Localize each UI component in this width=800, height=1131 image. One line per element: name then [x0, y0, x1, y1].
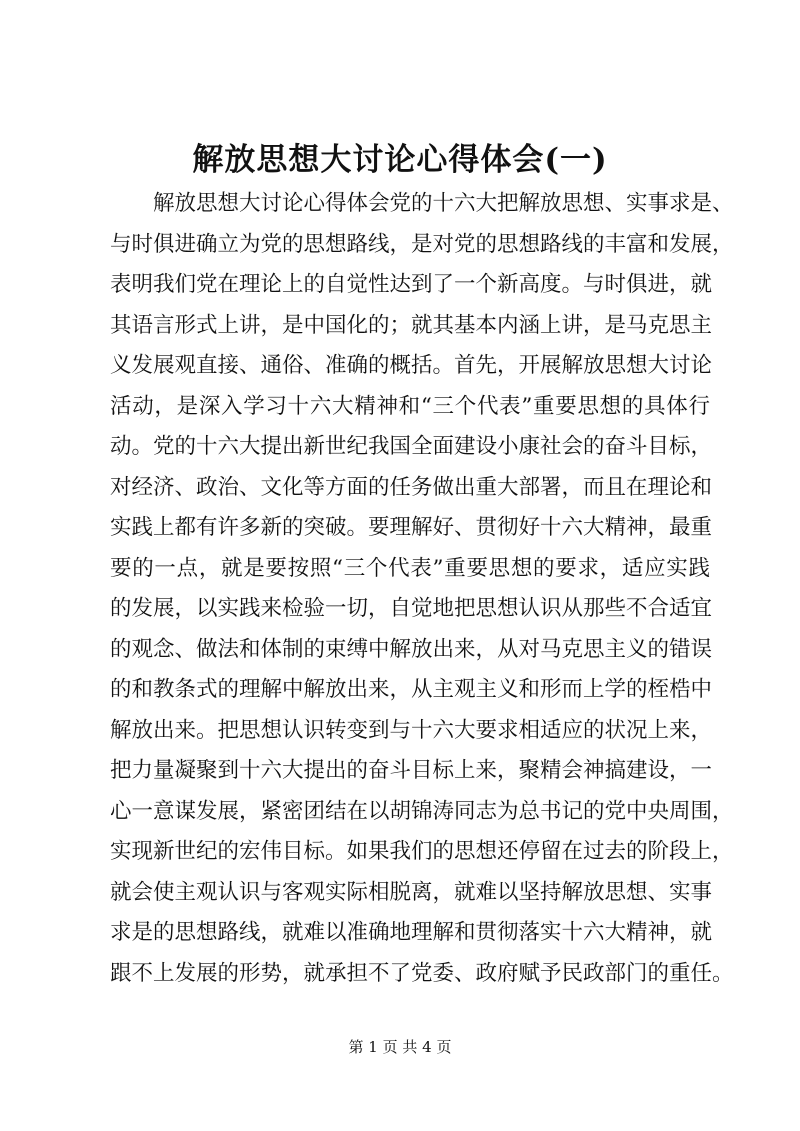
paragraph-line: 的发展，以实践来检验一切，自觉地把思想认识从那些不合适宜	[110, 596, 713, 621]
paragraph-line: 义发展观直接、通俗、准确的概括。首先，开展解放思想大讨论	[110, 353, 713, 378]
paragraph-line: 与时俱进确立为党的思想路线，是对党的思想路线的丰富和发展，	[110, 231, 734, 257]
paragraph-line: 求是的思想路线，就难以准确地理解和贯彻落实十六大精神，就	[110, 920, 713, 945]
paragraph-line: 的观念、做法和体制的束缚中解放出来，从对马克思主义的错误	[110, 636, 713, 662]
document-title: 解放思想大讨论心得体会(一)	[192, 142, 608, 178]
page-footer: 第 1 页 共 4 页	[348, 1038, 452, 1056]
paragraph-line: 解放出来。把思想认识转变到与十六大要求相适应的状况上来，	[110, 717, 713, 743]
paragraph-line: 活动，是深入学习十六大精神和“三个代表”重要思想的具体行	[110, 393, 710, 419]
paragraph-line: 就会使主观认识与客观实际相脱离，就难以坚持解放思想、实事	[110, 879, 713, 905]
paragraph-line: 表明我们党在理论上的自觉性达到了一个新高度。与时俱进，就	[110, 272, 713, 297]
paragraph-line: 实现新世纪的宏伟目标。如果我们的思想还停留在过去的阶段上，	[110, 839, 734, 864]
paragraph-line: 把力量凝聚到十六大提出的奋斗目标上来，聚精会神搞建设，一	[110, 758, 713, 783]
paragraph-line: 对经济、政治、文化等方面的任务做出重大部署，而且在理论和	[110, 474, 713, 500]
paragraph-line: 解放思想大讨论心得体会党的十六大把解放思想、实事求是、	[153, 191, 734, 216]
paragraph-line: 跟不上发展的形势，就承担不了党委、政府赋予民政部门的重任。	[110, 960, 734, 986]
body-paragraph	[110, 184, 734, 994]
paragraph-line: 要的一点，就是要按照“三个代表”重要思想的要求，适应实践	[110, 555, 710, 581]
paragraph-line: 心一意谋发展，紧密团结在以胡锦涛同志为总书记的党中央周围，	[110, 798, 734, 824]
paragraph-line: 动。党的十六大提出新世纪我国全面建设小康社会的奋斗目标，	[110, 434, 713, 459]
paragraph-line: 的和教条式的理解中解放出来，从主观主义和形而上学的桎梏中	[110, 677, 713, 702]
paragraph-line: 实践上都有许多新的突破。要理解好、贯彻好十六大精神，最重	[110, 515, 713, 540]
paragraph-line: 其语言形式上讲，是中国化的；就其基本内涵上讲，是马克思主	[110, 312, 713, 338]
